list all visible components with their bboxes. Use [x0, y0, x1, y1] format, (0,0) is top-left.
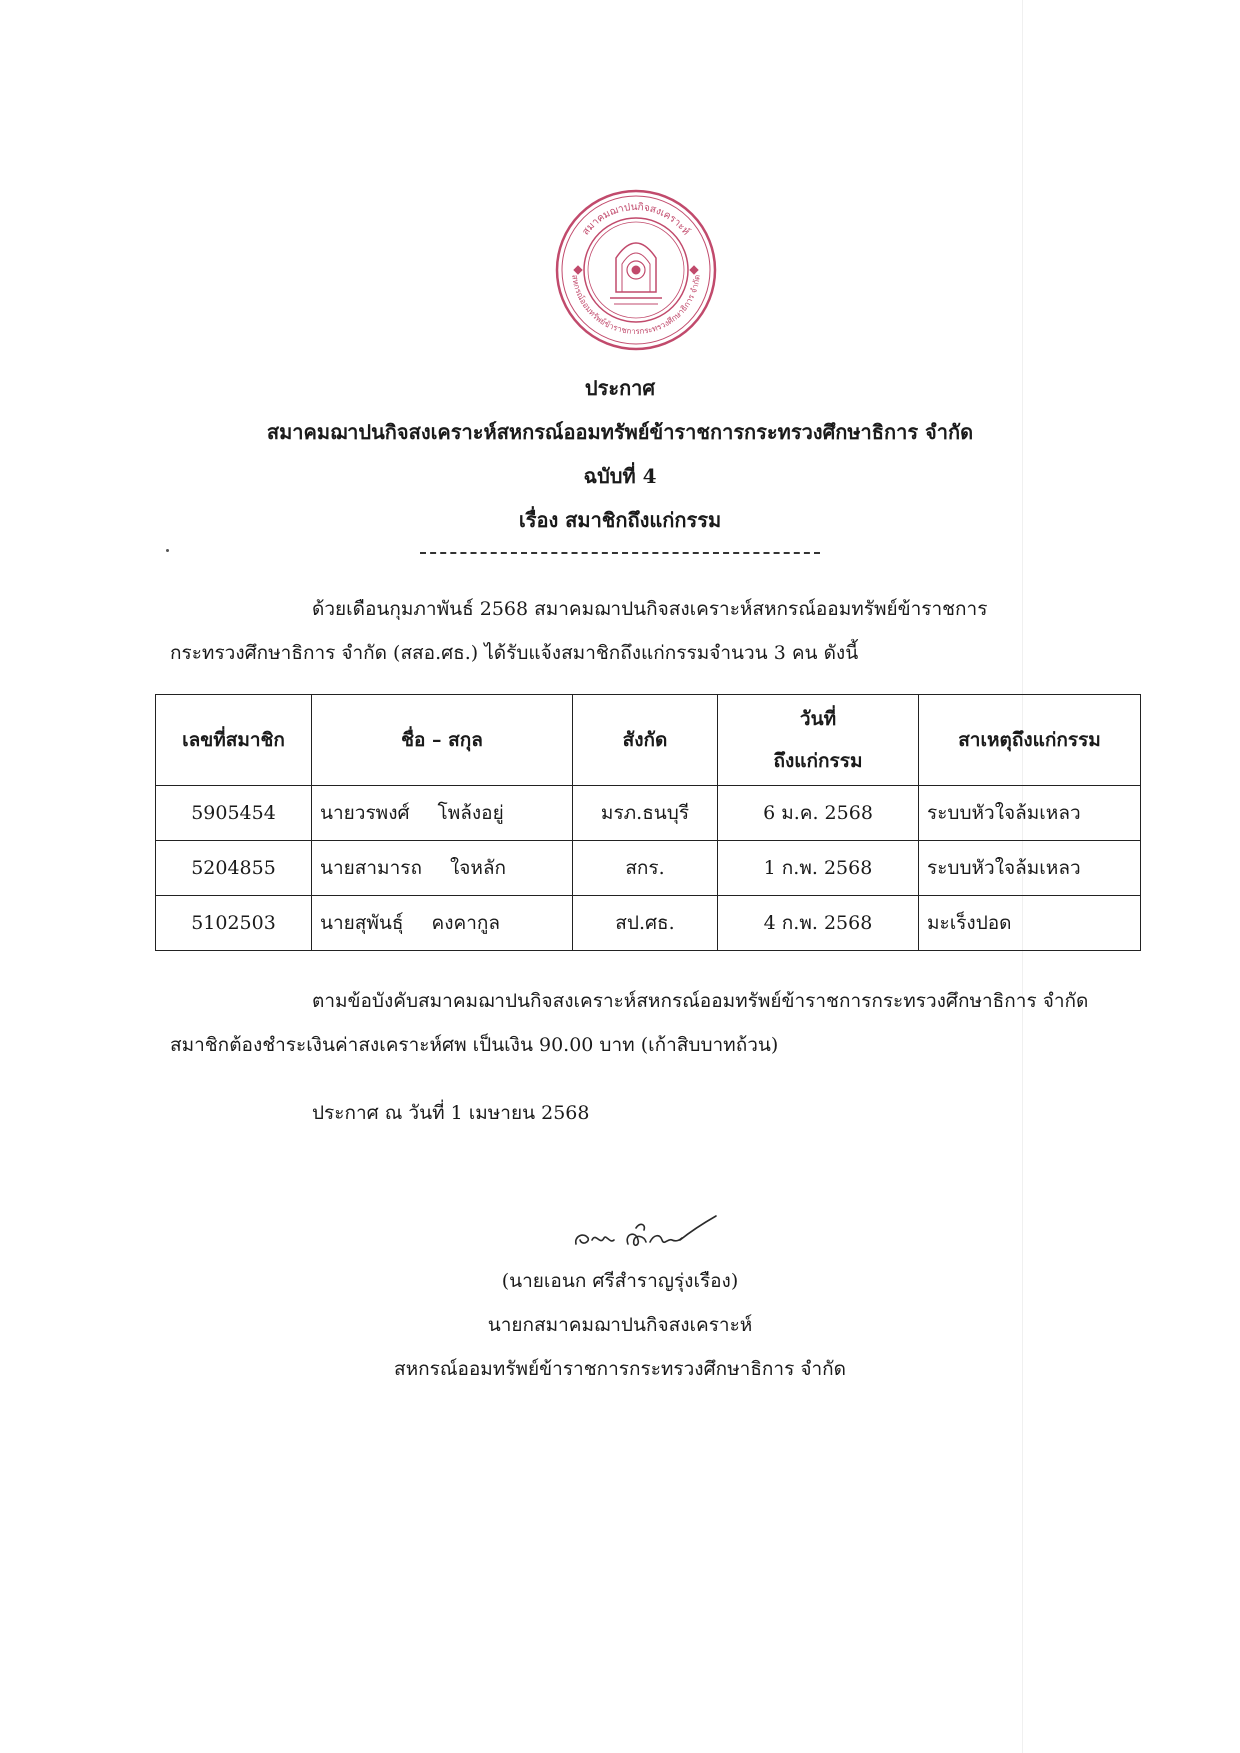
first-name: นายสามารถ [320, 857, 422, 879]
unit-cell: สกร. [573, 841, 718, 896]
name-cell [312, 896, 573, 951]
deceased-members-table [155, 694, 1141, 951]
date-cell: 6 ม.ค. 2568 [718, 786, 919, 841]
regulation-line-2: สมาชิกต้องชำระเงินค่าสงเคราะห์ศพ เป็นเงิน 90.00 บาท (เก้าสิบบาทถ้วน) [170, 1034, 779, 1056]
header-divider [420, 552, 820, 554]
intro-line-2: กระทรวงศึกษาธิการ จำกัด (สสอ.ศธ.) ได้รับแจ้งสมาชิกถึงแก่กรรมจำนวน 3 คน ดังนี้ [170, 642, 859, 664]
header-member-no: เลขที่สมาชิก [156, 695, 312, 786]
last-name: คงคากูล [431, 912, 501, 934]
first-name: นายวรพงศ์ [320, 802, 410, 824]
organization-name: สมาคมฌาปนกิจสงเคราะห์สหกรณ์ออมทรัพย์ข้าราชการกระทรวงศึกษาธิการ จำกัด [266, 420, 974, 444]
cause-cell: ระบบหัวใจล้มเหลว [919, 786, 1141, 841]
member-no-cell: 5102503 [156, 896, 312, 951]
seal-ring-text-top: สมาคมฌาปนกิจสงเคราะห์ [580, 201, 692, 238]
header-name: ชื่อ – สกุล [312, 695, 573, 786]
header-cause: สาเหตุถึงแก่กรรม [919, 695, 1141, 786]
unit-cell: สป.ศธ. [573, 896, 718, 951]
date-cell: 4 ก.พ. 2568 [718, 896, 919, 951]
header-date [718, 695, 919, 786]
header-unit: สังกัด [573, 695, 718, 786]
member-no-cell: 5905454 [156, 786, 312, 841]
cause-cell: มะเร็งปอด [919, 896, 1141, 951]
announcement-heading: ประกาศ [584, 376, 656, 400]
association-seal [554, 188, 718, 352]
header-date-line-2: ถึงแก่กรรม [773, 750, 863, 772]
intro-line-1: ด้วยเดือนกุมภาพันธ์ 2568 สมาคมฌาปนกิจสงเคราะห์สหกรณ์ออมทรัพย์ข้าราชการ [312, 598, 988, 620]
regulation-line-1: ตามข้อบังคับสมาคมฌาปนกิจสงเคราะห์สหกรณ์ออมทรัพย์ข้าราชการกระทรวงศึกษาธิการ จำกัด [312, 990, 1089, 1012]
member-no-cell: 5204855 [156, 841, 312, 896]
last-name: ใจหลัก [449, 857, 507, 879]
seal-ring-text-bottom: สหกรณ์ออมทรัพย์ข้าราชการกระทรวงศึกษาธิการ จำกัด [570, 274, 702, 337]
cause-cell: ระบบหัวใจล้มเหลว [919, 841, 1141, 896]
name-cell [312, 786, 573, 841]
signatory-title-1: นายกสมาคมฌาปนกิจสงเคราะห์ [487, 1314, 753, 1336]
handwritten-signature [570, 1210, 720, 1260]
subject-line: เรื่อง สมาชิกถึงแก่กรรม [518, 508, 722, 532]
header-date-line-1: วันที่ [799, 708, 837, 730]
table-row [156, 896, 1141, 951]
table-row [156, 841, 1141, 896]
first-name: นายสุพันธุ์ [320, 912, 404, 934]
issue-number: ฉบับที่ 4 [583, 464, 657, 488]
unit-cell: มรภ.ธนบุรี [573, 786, 718, 841]
table-row [156, 786, 1141, 841]
signatory-name: (นายเอนก ศรีสำราญรุ่งเรือง) [501, 1270, 739, 1292]
last-name: โพล้งอยู่ [437, 802, 504, 824]
date-cell: 1 ก.พ. 2568 [718, 841, 919, 896]
signatory-title-2: สหกรณ์ออมทรัพย์ข้าราชการกระทรวงศึกษาธิการ จำกัด [393, 1358, 846, 1380]
name-cell [312, 841, 573, 896]
scan-speck [166, 549, 169, 552]
announcement-date: ประกาศ ณ วันที่ 1 เมษายน 2568 [312, 1102, 590, 1124]
table-header-row [156, 695, 1141, 786]
